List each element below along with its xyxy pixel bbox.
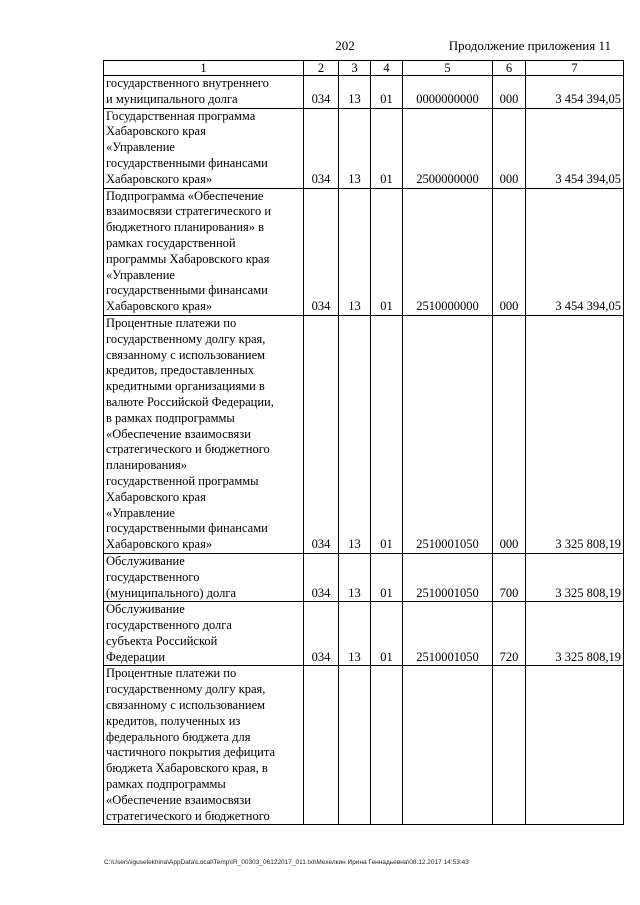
column-header: 1 <box>104 61 304 76</box>
column-header: 5 <box>403 61 493 76</box>
table-row <box>104 666 624 825</box>
admin-code-cell: 034 <box>304 315 339 553</box>
table-row <box>104 108 624 188</box>
row-name-line: федерального бюджета для <box>106 729 251 744</box>
continuation-heading: Продолжение приложения 11 <box>448 38 611 53</box>
section-code-cell: 13 <box>339 602 371 666</box>
target-code-cell: 2500000000 <box>403 108 493 188</box>
target-code-cell: 2510001050 <box>403 315 493 553</box>
subsection-code-cell: 01 <box>371 602 403 666</box>
column-header: 3 <box>339 61 371 76</box>
row-name-line: стратегического и бюджетного <box>106 808 270 823</box>
row-name-cell <box>104 108 304 188</box>
row-name-line: государственными финансами <box>106 521 268 536</box>
table-row <box>104 315 624 553</box>
row-name-line: программы Хабаровского края <box>106 251 270 266</box>
row-name-line: Хабаровского края» <box>106 537 213 552</box>
table-row <box>104 602 624 666</box>
amount-cell: 3 325 808,19 <box>526 315 624 553</box>
expense-type-cell: 700 <box>493 553 526 601</box>
table-header-row <box>104 61 624 76</box>
expense-type-cell: 000 <box>493 315 526 553</box>
row-name-cell <box>104 666 304 825</box>
subsection-code-cell: 01 <box>371 315 403 553</box>
target-code-cell <box>403 666 493 825</box>
section-code-cell: 13 <box>339 188 371 315</box>
row-name-line: кредитов, предоставленных <box>106 363 254 378</box>
table-body <box>104 76 624 825</box>
table-row <box>104 553 624 601</box>
row-name-line: государственному долгу края, <box>106 682 266 697</box>
target-code-cell: 0000000000 <box>403 76 493 109</box>
row-name-line: кредитными организациями в <box>106 379 265 394</box>
table-row <box>104 188 624 315</box>
row-name-line: государственной программы <box>106 473 259 488</box>
row-name-line: рамках подпрограммы <box>106 777 226 792</box>
row-name-line: субъекта Российской <box>106 633 218 648</box>
row-name-line: государственными финансами <box>106 283 268 298</box>
expense-type-cell: 000 <box>493 76 526 109</box>
row-name-line: «Управление <box>106 505 175 520</box>
row-name-cell <box>104 602 304 666</box>
row-name-line: «Управление <box>106 140 175 155</box>
row-name-line: в рамках подпрограммы <box>106 410 235 425</box>
row-name-line: государственного <box>106 569 200 584</box>
row-name-line: Хабаровского края <box>106 124 206 139</box>
subsection-code-cell: 01 <box>371 76 403 109</box>
row-name-line: Государственная программа <box>106 108 256 123</box>
row-name-line: Обслуживание <box>106 553 185 568</box>
admin-code-cell: 034 <box>304 188 339 315</box>
row-name-line: связанному с использованием <box>106 347 266 362</box>
admin-code-cell: 034 <box>304 553 339 601</box>
section-code-cell: 13 <box>339 108 371 188</box>
row-name-line: Обслуживание <box>106 602 185 617</box>
amount-cell: 3 454 394,05 <box>526 188 624 315</box>
row-name-line: «Обеспечение взаимосвязи <box>106 792 251 807</box>
subsection-code-cell: 01 <box>371 188 403 315</box>
row-name-line: Процентные платежи по <box>106 315 237 330</box>
row-name-line: Процентные платежи по <box>106 666 237 681</box>
amount-cell: 3 454 394,05 <box>526 108 624 188</box>
section-code-cell <box>339 666 371 825</box>
row-name-line: Хабаровского края <box>106 489 206 504</box>
subsection-code-cell <box>371 666 403 825</box>
column-header: 4 <box>371 61 403 76</box>
row-name-line: государственными финансами <box>106 155 268 170</box>
amount-cell <box>526 666 624 825</box>
row-name-cell <box>104 553 304 601</box>
row-name-line: Федерации <box>106 649 166 664</box>
row-name-cell <box>104 188 304 315</box>
expense-type-cell: 000 <box>493 188 526 315</box>
row-name-line: рамках государственной <box>106 235 236 250</box>
row-name-line: «Обеспечение взаимосвязи <box>106 426 251 441</box>
amount-cell: 3 454 394,05 <box>526 76 624 109</box>
target-code-cell: 2510001050 <box>403 553 493 601</box>
section-code-cell: 13 <box>339 315 371 553</box>
target-code-cell: 2510001050 <box>403 602 493 666</box>
amount-cell: 3 325 808,19 <box>526 602 624 666</box>
row-name-line: планирования» <box>106 458 188 473</box>
row-name-line: частичного покрытия дефицита <box>106 745 276 760</box>
row-name-line: взаимосвязи стратегического и <box>106 204 272 219</box>
row-name-line: валюте Российской Федерации, <box>106 394 274 409</box>
row-name-line: Подпрограмма «Обеспечение <box>106 188 264 203</box>
row-name-line: Хабаровского края» <box>106 299 213 314</box>
admin-code-cell: 034 <box>304 108 339 188</box>
column-header: 7 <box>526 61 624 76</box>
page-number: 202 <box>335 38 355 53</box>
expense-type-cell <box>493 666 526 825</box>
column-header: 6 <box>493 61 526 76</box>
admin-code-cell: 034 <box>304 76 339 109</box>
row-name-line: стратегического и бюджетного <box>106 442 270 457</box>
row-name-line: связанному с использованием <box>106 698 266 713</box>
expense-type-cell: 000 <box>493 108 526 188</box>
row-name-line: и муниципального долга <box>106 91 238 106</box>
row-name-line: государственного долга <box>106 618 232 633</box>
subsection-code-cell: 01 <box>371 553 403 601</box>
row-name-line: кредитов, полученных из <box>106 713 241 728</box>
expense-type-cell: 720 <box>493 602 526 666</box>
row-name-cell <box>104 76 304 109</box>
row-name-line: бюджета Хабаровского края, в <box>106 761 268 776</box>
row-name-line: бюджетного планирования» в <box>106 220 265 235</box>
file-path-footer: C:\Users\iguselekhina\AppData\Local\Temp\IR_00303_06122017_011.txt\Мехелкин Ирина Геннадьевна\08.12.2017 14:53:43 <box>104 859 469 866</box>
row-name-cell <box>104 315 304 553</box>
section-code-cell: 13 <box>339 553 371 601</box>
table-row <box>104 76 624 109</box>
row-name-line: «Управление <box>106 267 175 282</box>
subsection-code-cell: 01 <box>371 108 403 188</box>
row-name-line: государственному долгу края, <box>106 331 266 346</box>
column-header: 2 <box>304 61 339 76</box>
row-name-line: государственного внутреннего <box>106 76 269 90</box>
target-code-cell: 2510000000 <box>403 188 493 315</box>
budget-table <box>103 60 624 825</box>
admin-code-cell: 034 <box>304 602 339 666</box>
admin-code-cell <box>304 666 339 825</box>
row-name-line: (муниципального) долга <box>106 585 237 600</box>
section-code-cell: 13 <box>339 76 371 109</box>
amount-cell: 3 325 808,19 <box>526 553 624 601</box>
row-name-line: Хабаровского края» <box>106 171 213 186</box>
